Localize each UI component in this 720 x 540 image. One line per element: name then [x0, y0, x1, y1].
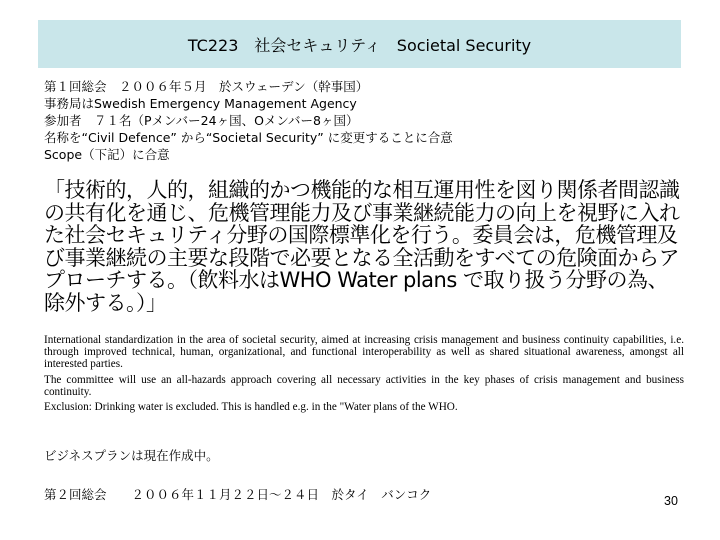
second-meeting-info: 第２回総会 ２００６年１１月２２日～２４日 於タイ バンコク: [44, 487, 432, 502]
scope-en-paragraph: The committee will use an all-hazards approach covering all necessary activities in the key phases of crisis management and business continuity.: [44, 373, 684, 398]
info-line: 第１回総会 ２００６年５月 於スウェーデン（幹事国）: [44, 79, 369, 94]
scope-japanese: 「技術的，人的，組織的かつ機能的な相互運用性を図り関係者間認識の共有化を通じ、危機管理能力及び事業継続能力の向上を視野に入れた社会セキュリティ分野の国際標準化を行う。委員会は，危機管理及び事業継続の主要な段階で必要となる全活動をすべての危険面からアプローチする。（飲料水はWHO Water plans で取り扱う分野の為、除外する。）」: [44, 178, 680, 315]
info-line: 参加者 ７１名（Pメンバー24ヶ国、Oメンバー8ヶ国）: [44, 113, 359, 128]
info-line: 名称を“Civil Defence” から“Societal Security” に変更することに合意: [44, 130, 453, 145]
title-banner: [38, 20, 681, 68]
page-number: 30: [664, 494, 678, 508]
info-line: 事務局はSwedish Emergency Management Agency: [44, 96, 357, 111]
scope-en-paragraph: Exclusion: Drinking water is excluded. This is handled e.g. in the "Water plans of the WHO.: [44, 401, 458, 414]
scope-en-paragraph: International standardization in the area of societal security, aimed at increasing crisis management and business continuity capabilities, i.e. through improved technical, human, organizational, and functional interoperability as well as shared situational awareness, amongst all interested parties.: [44, 334, 684, 371]
slide-title: TC223 社会セキュリティ Societal Security: [187, 35, 532, 55]
scope-english: [44, 334, 684, 416]
meeting-info: [44, 78, 684, 163]
business-plan-note: ビジネスプランは現在作成中。: [44, 448, 219, 463]
info-line: Scope（下記）に合意: [44, 147, 170, 162]
